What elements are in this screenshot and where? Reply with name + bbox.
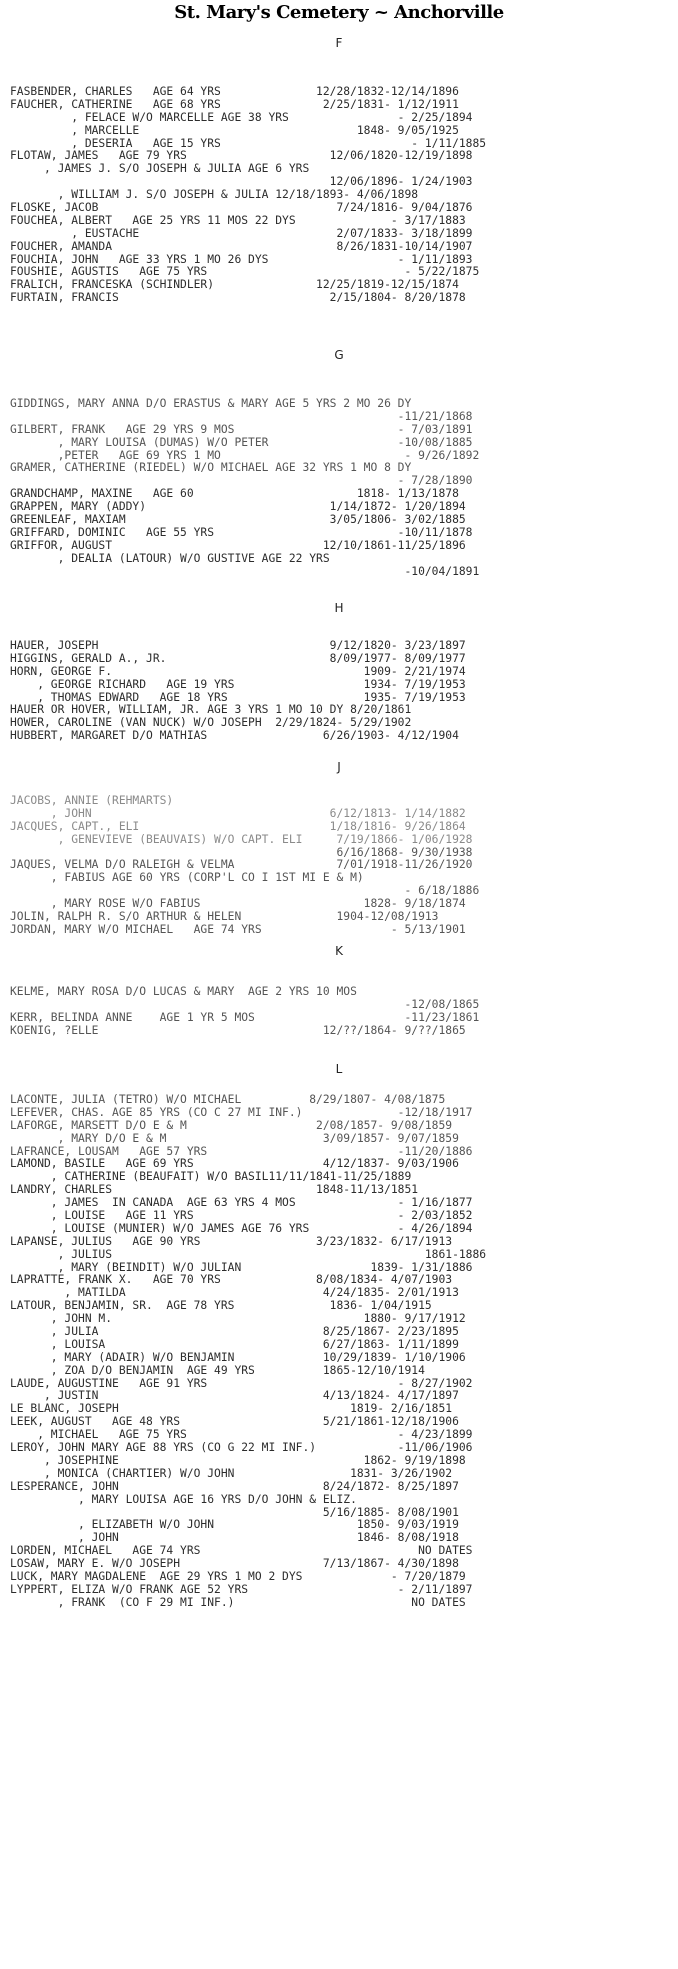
record-line: HUBBERT, MARGARET D/O MATHIAS 6/26/1903- 4/12/1904 [10, 730, 459, 743]
record-line: - 7/28/1890 [10, 475, 473, 488]
record-line: , JUSTIN 4/13/1824- 4/17/1897 [10, 1390, 459, 1403]
record-line: , MARY LOUISA AGE 16 YRS D/O JOHN & ELIZ. [10, 1493, 357, 1506]
record-line: , WILLIAM J. S/O JOSEPH & JULIA 12/18/1893- 4/06/1898 [10, 189, 419, 202]
record-line: FOUCHIA, JOHN AGE 33 YRS 1 MO 26 DYS - 1/11/1893 [10, 253, 473, 266]
record-line: KOENIG, ?ELLE 12/??/1864- 9/??/1865 [10, 1024, 466, 1037]
record-line: , ZOA D/O BENJAMIN AGE 49 YRS 1865-12/10/1914 [10, 1364, 425, 1377]
record-line: JOLIN, RALPH R. S/O ARTHUR & HELEN 1904-12/08/1913 [10, 911, 439, 924]
record-line: , JULIA 8/25/1867- 2/23/1895 [10, 1326, 459, 1339]
record-line: , JULIUS 1861-1886 [10, 1248, 487, 1261]
record-line: LAFORGE, MARSETT D/O E & M 2/08/1857- 9/08/1859 [10, 1119, 453, 1132]
record-line: FOUCHEA, ALBERT AGE 25 YRS 11 MOS 22 DYS - 3/17/1883 [10, 214, 466, 227]
record-line: , MARY LOUISA (DUMAS) W/O PETER -10/08/1885 [10, 436, 473, 449]
record-line: GILBERT, FRANK AGE 29 YRS 9 MOS - 7/03/1891 [10, 423, 473, 436]
record-line: , CATHERINE (BEAUFAIT) W/O BASIL11/11/1841-11/25/1889 [10, 1171, 412, 1184]
record-line: JAQUES, VELMA D/O RALEIGH & VELMA 7/01/1918-11/26/1920 [10, 859, 473, 872]
record-line: , MARY D/O E & M 3/09/1857- 9/07/1859 [10, 1132, 459, 1145]
record-line: , EUSTACHE 2/07/1833- 3/18/1899 [10, 227, 473, 240]
record-line: LEFEVER, CHAS. AGE 85 YRS (CO C 27 MI INF.) -12/18/1917 [10, 1106, 473, 1119]
record-line: LYPPERT, ELIZA W/O FRANK AGE 52 YRS - 2/11/1897 [10, 1583, 473, 1596]
record-line: LAPANSE, JULIUS AGE 90 YRS 3/23/1832- 6/17/1913 [10, 1235, 453, 1248]
record-line: , LOUISE (MUNIER) W/O JAMES AGE 76 YRS - 4/26/1894 [10, 1222, 473, 1235]
record-line: , GENEVIEVE (BEAUVAIS) W/O CAPT. ELI 7/19/1866- 1/06/1928 [10, 833, 473, 846]
record-line: - 6/18/1886 [10, 885, 480, 898]
record-line: , MARY (BEINDIT) W/O JULIAN 1839- 1/31/1886 [10, 1261, 473, 1274]
record-line: FRALICH, FRANCESKA (SCHINDLER) 12/25/1819-12/15/1874 [10, 279, 459, 292]
record-line: -11/21/1868 [10, 410, 473, 423]
section-letter-h: H [334, 601, 344, 615]
section-letter-l: L [335, 1062, 343, 1076]
record-line: LEEK, AUGUST AGE 48 YRS 5/21/1861-12/18/1906 [10, 1416, 459, 1429]
record-line: LAFRANCE, LOUSAM AGE 57 YRS -11/20/1886 [10, 1145, 473, 1158]
record-line: GRANDCHAMP, MAXINE AGE 60 1818- 1/13/1878 [10, 488, 459, 501]
record-line: GRIFFOR, AUGUST 12/10/1861-11/25/1896 [10, 539, 466, 552]
record-line: , LOUISE AGE 11 YRS - 2/03/1852 [10, 1210, 473, 1223]
section-k [10, 986, 670, 1038]
record-line: , GEORGE RICHARD AGE 19 YRS 1934- 7/19/1953 [10, 678, 466, 691]
record-line: 6/16/1868- 9/30/1938 [10, 846, 473, 859]
record-line: GRAMER, CATHERINE (RIEDEL) W/O MICHAEL AGE 32 YRS 1 MO 8 DY [10, 462, 412, 475]
record-line: FOUSHIE, AGUSTIS AGE 75 YRS - 5/22/1875 [10, 266, 480, 279]
record-line: FLOSKE, JACOB 7/24/1816- 9/04/1876 [10, 202, 473, 215]
record-line: GRIFFARD, DOMINIC AGE 55 YRS -10/11/1878 [10, 526, 473, 539]
record-line: GIDDINGS, MARY ANNA D/O ERASTUS & MARY AGE 5 YRS 2 MO 26 DY [10, 398, 412, 410]
record-line: HAUER OR HOVER, WILLIAM, JR. AGE 3 YRS 1 MO 10 DY 8/20/1861 [10, 704, 412, 717]
section-letter-k: K [335, 944, 343, 958]
record-line: , MARY ROSE W/O FABIUS 1828- 9/18/1874 [10, 898, 466, 911]
record-line: , JOHN 6/12/1813- 1/14/1882 [10, 807, 466, 820]
record-line: FAUCHER, CATHERINE AGE 68 YRS 2/25/1831- 1/12/1911 [10, 98, 459, 111]
record-line: , ELIZABETH W/O JOHN 1850- 9/03/1919 [10, 1519, 459, 1532]
record-line: KERR, BELINDA ANNE AGE 1 YR 5 MOS -11/23/1861 [10, 1011, 480, 1024]
record-line: LESPERANCE, JOHN 8/24/1872- 8/25/1897 [10, 1480, 459, 1493]
record-line: LUCK, MARY MAGDALENE AGE 29 YRS 1 MO 2 DYS - 7/20/1879 [10, 1570, 466, 1583]
section-h [10, 640, 670, 743]
record-line: GREENLEAF, MAXIAM 3/05/1806- 3/02/1885 [10, 514, 466, 527]
section-letter-j: J [337, 760, 341, 774]
record-line: GRAPPEN, MARY (ADDY) 1/14/1872- 1/20/1894 [10, 501, 466, 514]
record-line: LANDRY, CHARLES 1848-11/13/1851 [10, 1184, 419, 1197]
section-l [10, 1094, 670, 1610]
record-line: , DESERIA AGE 15 YRS - 1/11/1885 [10, 137, 487, 150]
record-line: LACONTE, JULIA (TETRO) W/O MICHAEL 8/29/1807- 4/08/1875 [10, 1094, 446, 1106]
record-line: , JAMES IN CANADA AGE 63 YRS 4 MOS - 1/16/1877 [10, 1197, 473, 1210]
record-line: , JAMES J. S/O JOSEPH & JULIA AGE 6 YRS [10, 163, 310, 176]
record-line: , MICHAEL AGE 75 YRS - 4/23/1899 [10, 1429, 473, 1442]
section-f [10, 86, 670, 305]
page-title: St. Mary's Cemetery ~ Anchorville [174, 2, 504, 23]
record-line: , JOHN M. 1880- 9/17/1912 [10, 1313, 466, 1326]
record-line: JORDAN, MARY W/O MICHAEL AGE 74 YRS - 5/13/1901 [10, 923, 466, 936]
record-line: , MARY (ADAIR) W/O BENJAMIN 10/29/1839- 1/10/1906 [10, 1351, 466, 1364]
section-g [10, 398, 670, 578]
record-line: , FELACE W/O MARCELLE AGE 38 YRS - 2/25/1894 [10, 111, 473, 124]
record-line: -12/08/1865 [10, 998, 480, 1011]
record-line: JACQUES, CAPT., ELI 1/18/1816- 9/26/1864 [10, 820, 466, 833]
record-line: LE BLANC, JOSEPH 1819- 2/16/1851 [10, 1403, 453, 1416]
record-line: JACOBS, ANNIE (REHMARTS) [10, 795, 174, 807]
record-line: HORN, GEORGE F. 1909- 2/21/1974 [10, 665, 466, 678]
record-line: FASBENDER, CHARLES AGE 64 YRS 12/28/1832-12/14/1896 [10, 86, 459, 98]
section-letter-f: F [335, 36, 343, 50]
record-line: , MATILDA 4/24/1835- 2/01/1913 [10, 1287, 459, 1300]
record-line: , THOMAS EDWARD AGE 18 YRS 1935- 7/19/1953 [10, 691, 466, 704]
record-line: , JOHN 1846- 8/08/1918 [10, 1532, 459, 1545]
record-line: 12/06/1896- 1/24/1903 [10, 176, 473, 189]
record-line: LAMOND, BASILE AGE 69 YRS 4/12/1837- 9/03/1906 [10, 1158, 459, 1171]
record-line: , JOSEPHINE 1862- 9/19/1898 [10, 1454, 466, 1467]
record-line: HAUER, JOSEPH 9/12/1820- 3/23/1897 [10, 640, 466, 652]
record-line: KELME, MARY ROSA D/O LUCAS & MARY AGE 2 YRS 10 MOS [10, 986, 357, 998]
record-line: LAPRATTE, FRANK X. AGE 70 YRS 8/08/1834- 4/07/1903 [10, 1274, 453, 1287]
record-line: , MONICA (CHARTIER) W/O JOHN 1831- 3/26/1902 [10, 1467, 453, 1480]
record-line: HOWER, CAROLINE (VAN NUCK) W/O JOSEPH 2/29/1824- 5/29/1902 [10, 717, 412, 730]
record-line: 5/16/1885- 8/08/1901 [10, 1506, 459, 1519]
record-line: , FRANK (CO F 29 MI INF.) NO DATES [10, 1596, 466, 1609]
record-line: , MARCELLE 1848- 9/05/1925 [10, 124, 459, 137]
section-letter-g: G [334, 348, 344, 362]
record-line: -10/04/1891 [10, 565, 480, 578]
record-line: HIGGINS, GERALD A., JR. 8/09/1977- 8/09/1977 [10, 652, 466, 665]
record-line: ,PETER AGE 69 YRS 1 MO - 9/26/1892 [10, 449, 480, 462]
record-line: , FABIUS AGE 60 YRS (CORP'L CO I 1ST MI E & M) [10, 872, 364, 885]
record-line: LATOUR, BENJAMIN, SR. AGE 78 YRS 1836- 1/04/1915 [10, 1300, 432, 1313]
record-line: LEROY, JOHN MARY AGE 88 YRS (CO G 22 MI INF.) -11/06/1906 [10, 1442, 473, 1455]
record-line: LORDEN, MICHAEL AGE 74 YRS NO DATES [10, 1545, 473, 1558]
record-line: FOUCHER, AMANDA 8/26/1831-10/14/1907 [10, 240, 473, 253]
record-line: LAUDE, AUGUSTINE AGE 91 YRS - 8/27/1902 [10, 1377, 473, 1390]
record-line: LOSAW, MARY E. W/O JOSEPH 7/13/1867- 4/30/1898 [10, 1558, 459, 1571]
record-line: , LOUISA 6/27/1863- 1/11/1899 [10, 1338, 459, 1351]
record-line: , DEALIA (LATOUR) W/O GUSTIVE AGE 22 YRS [10, 552, 330, 565]
record-line: FURTAIN, FRANCIS 2/15/1804- 8/20/1878 [10, 292, 466, 305]
section-j [10, 795, 670, 937]
record-line: FLOTAW, JAMES AGE 79 YRS 12/06/1820-12/19/1898 [10, 150, 473, 163]
